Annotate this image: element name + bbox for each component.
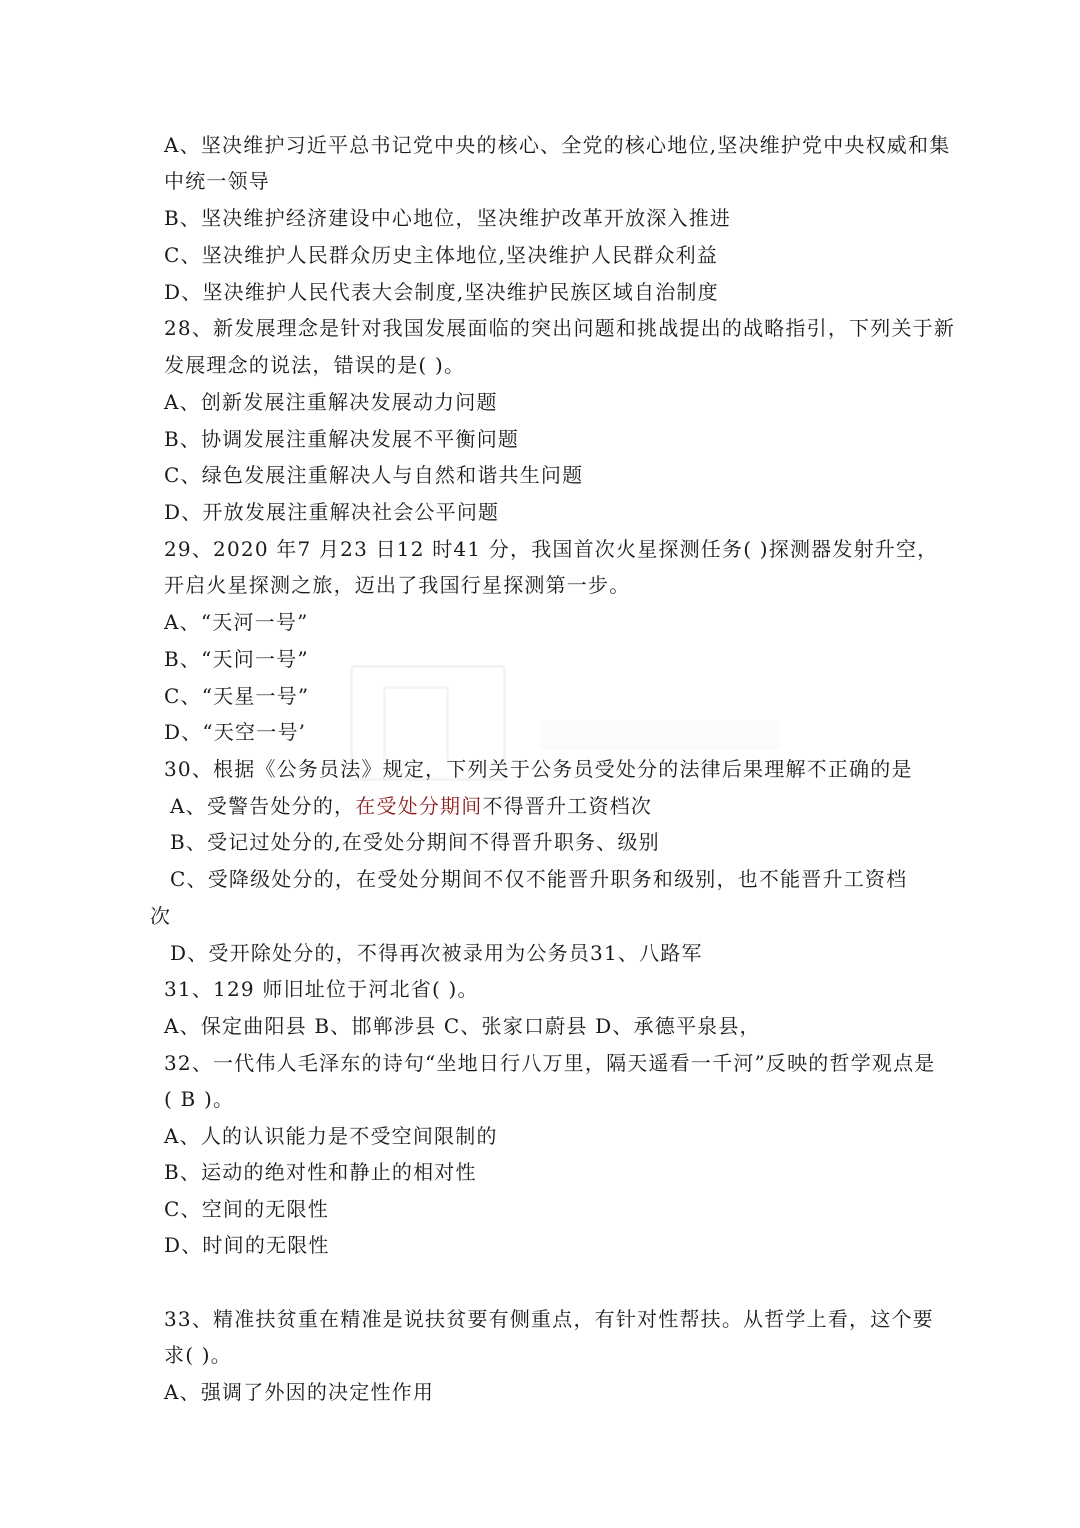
q30-option-b: B、受记过处分的,在受处分期间不得晋升职务、级别 (170, 830, 660, 854)
q29-option-a: A、“天河一号” (164, 610, 309, 634)
q28-option-a: A、创新发展注重解决发展动力问题 (164, 390, 498, 414)
q28-option-d: D、开放发展注重解决社会公平问题 (164, 500, 500, 524)
q32-option-a: A、人的认识能力是不受空间限制的 (164, 1124, 498, 1148)
q32-stem-line1: 32、一代伟人毛泽东的诗句“坐地日行八万里，隔天遥看一千河”反映的哲学观点是 (164, 1051, 936, 1075)
q30-option-c-line1: C、受降级处分的，在受处分期间不仅不能晋升职务和级别，也不能晋升工资档 (170, 867, 908, 891)
q29-option-c: C、“天星一号” (164, 684, 310, 708)
q28-stem-line1: 28、新发展理念是针对我国发展面临的突出问题和挑战提出的战略指引，下列关于新 (164, 316, 956, 340)
q27-option-a-line2: 中统一领导 (164, 169, 270, 193)
q32-option-c: C、空间的无限性 (164, 1197, 329, 1221)
q30-option-a-part1: A、受警告处分的， (170, 794, 356, 818)
q30-option-a-highlight: 在受处分期间 (355, 794, 483, 818)
q29-option-b: B、“天问一号” (164, 647, 309, 671)
q30-option-a (170, 791, 652, 821)
q28-stem-line2: 发展理念的说法，错误的是( )。 (164, 353, 466, 377)
q28-option-c: C、绿色发展注重解决人与自然和谐共生问题 (164, 463, 584, 487)
q27-option-d: D、坚决维护人民代表大会制度,坚决维护民族区域自治制度 (164, 280, 719, 304)
q31-stem: 31、129 师旧址位于河北省( )。 (164, 977, 479, 1001)
q29-stem-line2: 开启火星探测之旅，迈出了我国行星探测第一步。 (164, 573, 631, 597)
q32-stem-line2: ( B )。 (164, 1087, 235, 1111)
q30-option-d: D、受开除处分的，不得再次被录用为公务员31、八路军 (170, 941, 703, 965)
q29-stem-line1: 29、2020 年7 月23 日12 时41 分，我国首次火星探测任务( )探测器发射升空， (164, 537, 939, 561)
q33-stem-line1: 33、精准扶贫重在精准是说扶贫要有侧重点，有针对性帮扶。从哲学上看，这个要 (164, 1307, 934, 1331)
q30-stem: 30、根据《公务员法》规定，下列关于公务员受处分的法律后果理解不正确的是 (164, 757, 913, 781)
q28-option-b: B、协调发展注重解决发展不平衡问题 (164, 427, 520, 451)
watermark-text-block (540, 720, 780, 750)
q30-option-c-line2: 次 (150, 904, 172, 928)
q27-option-c: C、坚决维护人民群众历史主体地位,坚决维护人民群众利益 (164, 243, 719, 267)
q27-option-a-line1: A、坚决维护习近平总书记党中央的核心、全党的核心地位,坚决维护党中央权威和集 (164, 133, 951, 157)
q32-option-b: B、运动的绝对性和静止的相对性 (164, 1160, 477, 1184)
q32-option-d: D、时间的无限性 (164, 1233, 330, 1257)
q33-option-a: A、强调了外因的决定性作用 (164, 1380, 435, 1404)
q31-options: A、保定曲阳县 B、邯郸涉县 C、张家口蔚县 D、承德平泉县， (164, 1014, 761, 1038)
q29-option-d: D、“天空一号’ (164, 720, 307, 744)
q30-option-a-part3: 不得晋升工资档次 (482, 794, 653, 818)
q27-option-b: B、坚决维护经济建设中心地位，坚决维护改革开放深入推进 (164, 206, 732, 230)
q33-stem-line2: 求( )。 (164, 1343, 232, 1367)
